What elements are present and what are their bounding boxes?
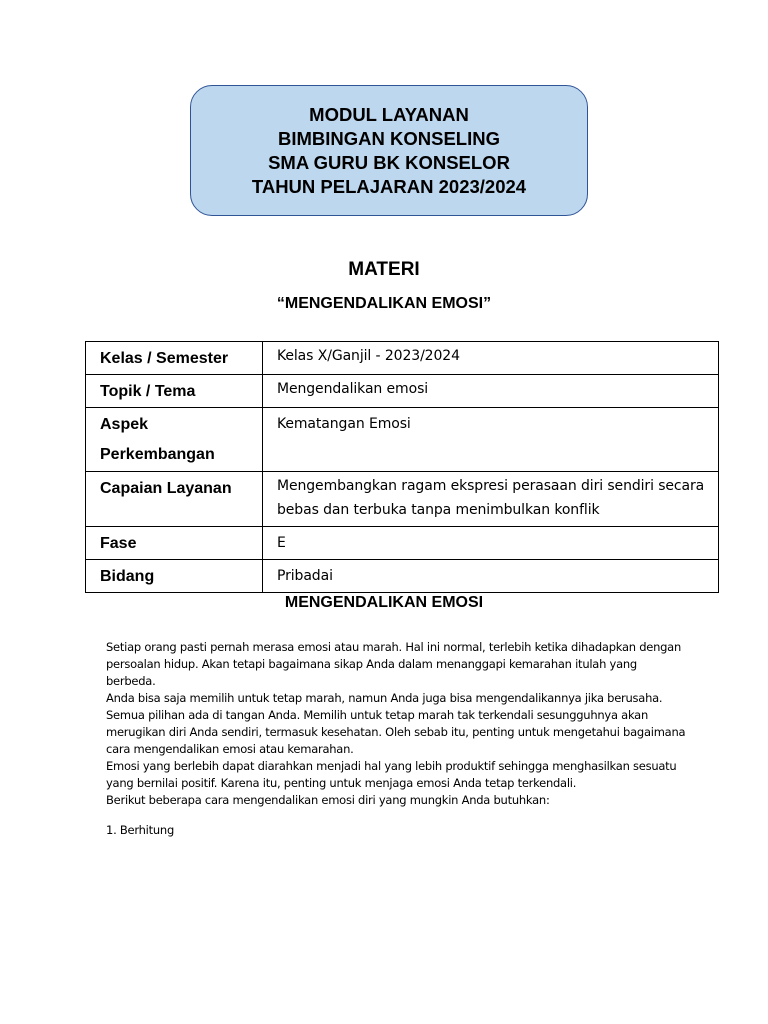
row-value-fase: E: [263, 527, 719, 560]
row-value-aspek: Kematangan Emosi: [263, 408, 719, 472]
row-value-topik: Mengendalikan emosi: [263, 375, 719, 408]
row-label-fase: Fase: [86, 527, 263, 560]
table-row: [86, 408, 719, 472]
row-label-bidang: Bidang: [86, 560, 263, 593]
table-row: [86, 472, 719, 527]
list-item: 1. Berhitung: [106, 823, 174, 837]
module-title-line-4: TAHUN PELAJARAN 2023/2024: [251, 175, 527, 197]
table-row: [86, 560, 719, 593]
row-value-capaian: Mengembangkan ragam ekspresi perasaan diri sendiri secara bebas dan terbuka tanpa menimbulkan konflik: [263, 472, 719, 527]
body-paragraph: Emosi yang berlebih dapat diarahkan menjadi hal yang lebih produktif sehingga menghasilkan sesuatu yang bernilai positif. Karena itu, penting untuk menjaga emosi Anda tetap terkendali.: [106, 759, 677, 790]
module-title-line-1: MODUL LAYANAN: [309, 103, 469, 125]
table-row: [86, 375, 719, 408]
table-row: [86, 527, 719, 560]
table-row: [86, 342, 719, 375]
section-heading: MENGENDALIKAN EMOSI: [284, 594, 484, 611]
body-text: [106, 639, 686, 809]
row-label-capaian: Capaian Layanan: [86, 472, 263, 527]
row-value-bidang: Pribadai: [263, 560, 719, 593]
materi-heading: MATERI: [348, 259, 420, 280]
materi-subtitle: “MENGENDALIKAN EMOSI”: [276, 295, 492, 312]
row-label-topik: Topik / Tema: [86, 375, 263, 408]
body-paragraph: Berikut beberapa cara mengendalikan emosi diri yang mungkin Anda butuhkan:: [106, 793, 550, 807]
row-label-aspek: Aspek Perkembangan: [86, 408, 263, 472]
row-value-kelas: Kelas X/Ganjil - 2023/2024: [263, 342, 719, 375]
module-title-box: [190, 85, 588, 216]
row-label-kelas: Kelas / Semester: [86, 342, 263, 375]
module-title-line-2: BIMBINGAN KONSELING: [278, 127, 500, 149]
info-table: [85, 341, 719, 593]
body-paragraph: Anda bisa saja memilih untuk tetap marah, namun Anda juga bisa mengendalikannya jika berusaha. Semua pilihan ada di tangan Anda. Memilih untuk tetap marah tak terkendali sesungguhnya akan merugikan diri Anda sendiri, termasuk kesehatan. Oleh sebab itu, penting untuk mengetahui bagaimana cara mengendalikan emosi atau kemarahan.: [106, 691, 686, 756]
body-paragraph: Setiap orang pasti pernah merasa emosi atau marah. Hal ini normal, terlebih ketika dihadapkan dengan persoalan hidup. Akan tetapi bagaimana sikap Anda dalam menanggapi kemarahan itulah yang berbeda.: [106, 640, 682, 688]
module-title-line-3: SMA GURU BK KONSELOR: [268, 151, 510, 173]
